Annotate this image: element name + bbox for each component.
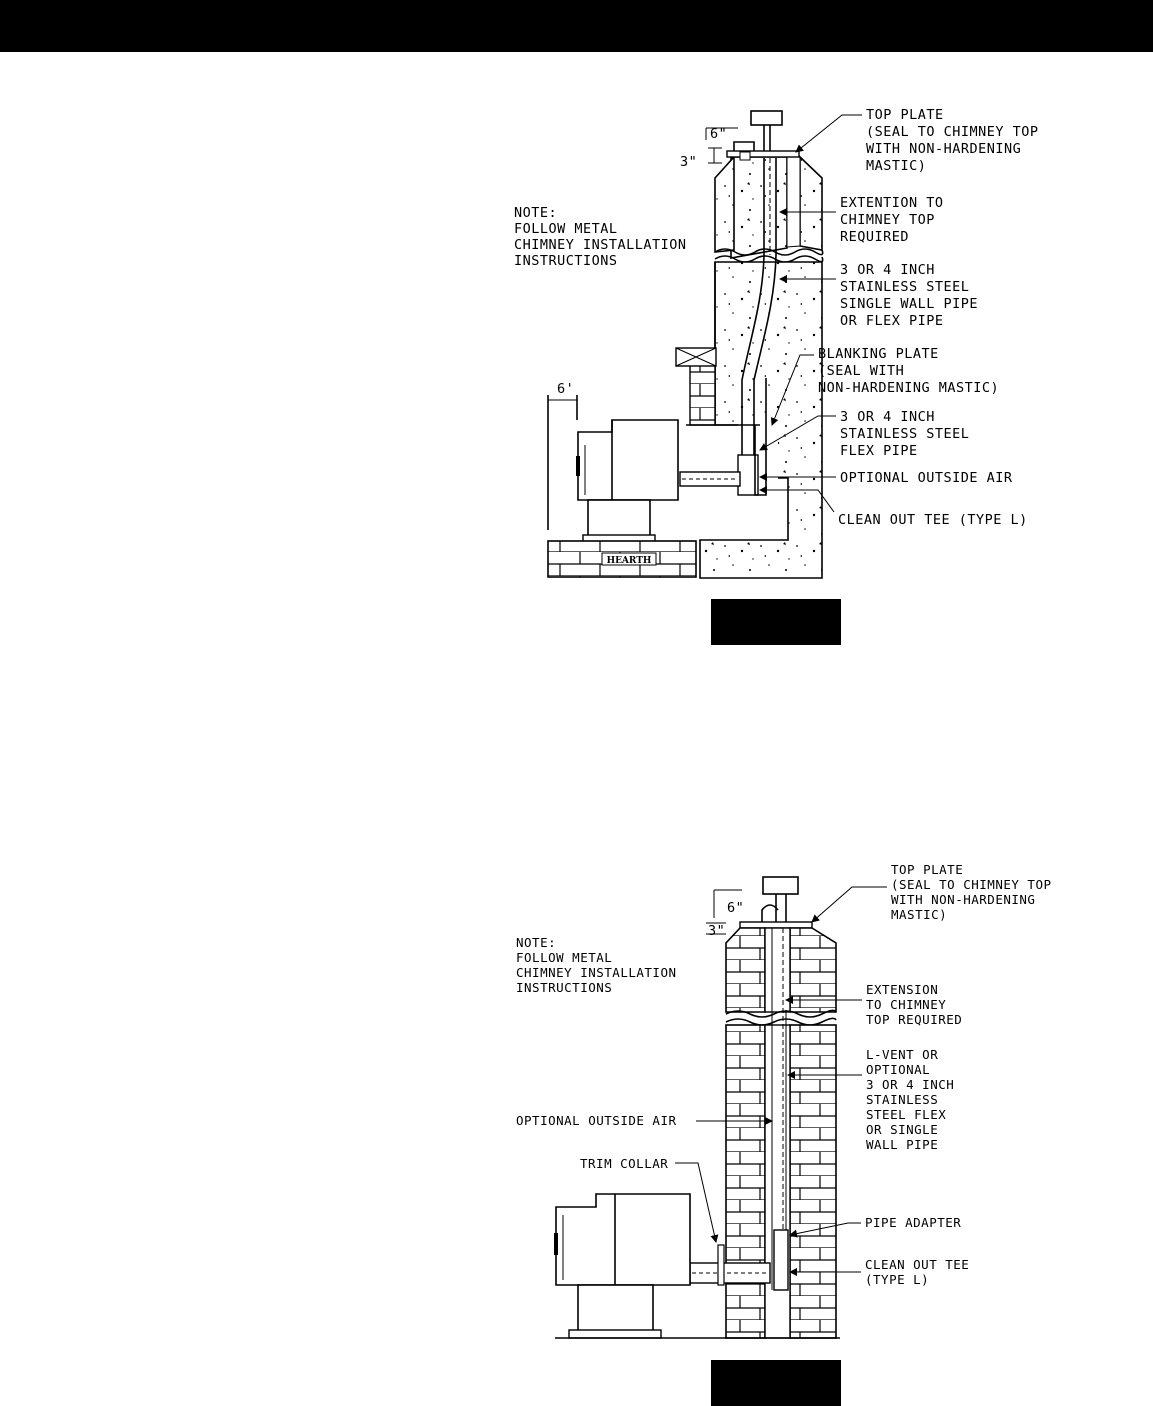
- svg-text:3 OR 4 INCH: 3 OR 4 INCH: [840, 262, 935, 278]
- svg-text:MASTIC): MASTIC): [866, 158, 927, 174]
- svg-text:(SEAL WITH: (SEAL WITH: [818, 363, 905, 379]
- svg-text:OR FLEX PIPE: OR FLEX PIPE: [840, 313, 944, 329]
- svg-text:3 OR 4 INCH: 3 OR 4 INCH: [866, 1077, 955, 1092]
- fig2-callout-top-plate: [812, 862, 1052, 922]
- svg-text:CHIMNEY TOP: CHIMNEY TOP: [840, 212, 935, 228]
- fig1-dim-3in: 3": [680, 154, 698, 170]
- svg-text:L-VENT OR: L-VENT OR: [866, 1047, 939, 1062]
- svg-text:FOLLOW METAL: FOLLOW METAL: [514, 221, 618, 237]
- fig1-dim-6ft: 6': [557, 381, 575, 397]
- svg-text:WITH NON-HARDENING: WITH NON-HARDENING: [891, 892, 1036, 907]
- svg-text:NOTE:: NOTE:: [516, 935, 557, 950]
- svg-text:WITH NON-HARDENING: WITH NON-HARDENING: [866, 141, 1022, 157]
- svg-text:CHIMNEY INSTALLATION: CHIMNEY INSTALLATION: [514, 237, 687, 253]
- fig1-dim-6in: 6": [710, 126, 728, 142]
- svg-text:STAINLESS: STAINLESS: [866, 1092, 939, 1107]
- fig1-note: [514, 205, 687, 269]
- fig2-dim-6in: 6": [727, 900, 745, 916]
- svg-text:PIPE ADAPTER: PIPE ADAPTER: [865, 1215, 962, 1230]
- svg-text:MASTIC): MASTIC): [891, 907, 948, 922]
- svg-text:(TYPE L): (TYPE L): [865, 1272, 930, 1287]
- svg-text:TOP PLATE: TOP PLATE: [891, 862, 964, 877]
- figure-1-drawing: [548, 111, 823, 578]
- svg-text:CLEAN OUT TEE (TYPE L): CLEAN OUT TEE (TYPE L): [838, 512, 1028, 528]
- fig2-dim-3in: 3": [708, 923, 726, 939]
- fig2-note: [516, 935, 677, 995]
- svg-text:CHIMNEY INSTALLATION: CHIMNEY INSTALLATION: [516, 965, 677, 980]
- svg-text:FLEX PIPE: FLEX PIPE: [840, 443, 918, 459]
- svg-text:NOTE:: NOTE:: [514, 205, 558, 221]
- svg-text:STAINLESS STEEL: STAINLESS STEEL: [840, 426, 970, 442]
- svg-text:WALL PIPE: WALL PIPE: [866, 1137, 939, 1152]
- svg-text:OPTIONAL: OPTIONAL: [866, 1062, 931, 1077]
- svg-text:OR SINGLE: OR SINGLE: [866, 1122, 939, 1137]
- svg-text:INSTRUCTIONS: INSTRUCTIONS: [514, 253, 618, 269]
- svg-text:NON-HARDENING MASTIC): NON-HARDENING MASTIC): [818, 380, 1000, 396]
- svg-text:SINGLE WALL PIPE: SINGLE WALL PIPE: [840, 296, 979, 312]
- svg-text:BLANKING PLATE: BLANKING PLATE: [818, 346, 939, 362]
- figure-2-drawing: [554, 877, 840, 1338]
- svg-text:OPTIONAL OUTSIDE AIR: OPTIONAL OUTSIDE AIR: [840, 470, 1013, 486]
- svg-text:INSTRUCTIONS: INSTRUCTIONS: [516, 980, 613, 995]
- fig1-callout-top-plate: [796, 107, 1039, 174]
- svg-text:FOLLOW METAL: FOLLOW METAL: [516, 950, 613, 965]
- hearth-label: HEARTH: [606, 556, 652, 566]
- svg-text:REQUIRED: REQUIRED: [840, 229, 910, 245]
- svg-text:STAINLESS STEEL: STAINLESS STEEL: [840, 279, 970, 295]
- svg-text:STEEL FLEX: STEEL FLEX: [866, 1107, 947, 1122]
- svg-text:(SEAL TO CHIMNEY TOP: (SEAL TO CHIMNEY TOP: [891, 877, 1052, 892]
- svg-text:CLEAN OUT TEE: CLEAN OUT TEE: [865, 1257, 970, 1272]
- svg-text:(SEAL TO CHIMNEY TOP: (SEAL TO CHIMNEY TOP: [866, 124, 1039, 140]
- svg-text:EXTENTION TO: EXTENTION TO: [840, 195, 944, 211]
- svg-text:3 OR 4 INCH: 3 OR 4 INCH: [840, 409, 935, 425]
- svg-text:TO CHIMNEY: TO CHIMNEY: [866, 997, 947, 1012]
- svg-text:OPTIONAL OUTSIDE AIR: OPTIONAL OUTSIDE AIR: [516, 1113, 677, 1128]
- svg-text:TRIM COLLAR: TRIM COLLAR: [580, 1156, 669, 1171]
- svg-text:TOP REQUIRED: TOP REQUIRED: [866, 1012, 963, 1027]
- svg-text:EXTENSION: EXTENSION: [866, 982, 939, 997]
- svg-text:TOP PLATE: TOP PLATE: [866, 107, 944, 123]
